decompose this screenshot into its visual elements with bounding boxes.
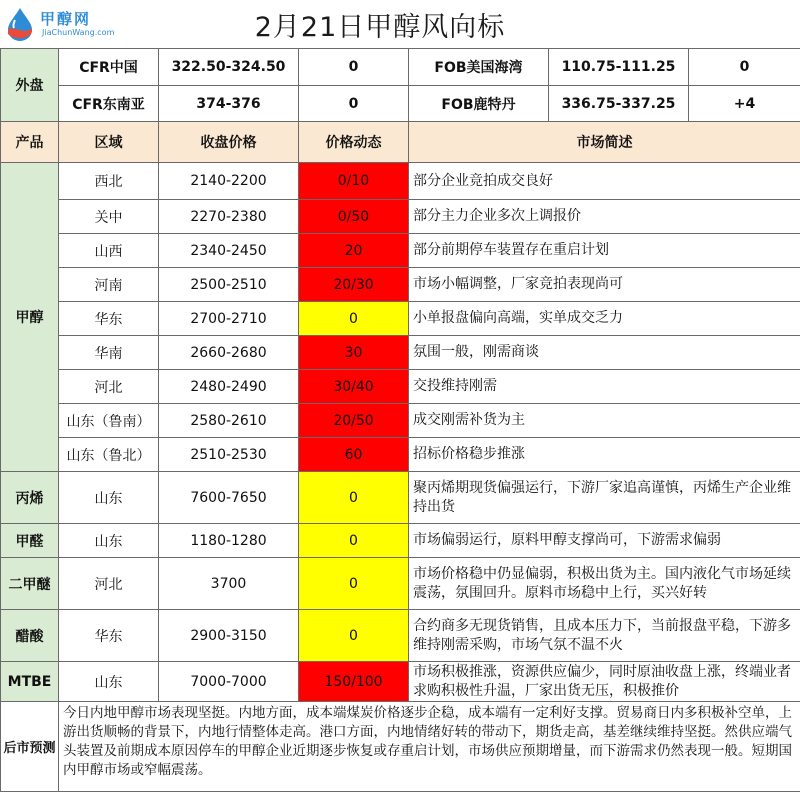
- product-row: [1, 472, 800, 524]
- external-row: [1, 86, 800, 122]
- product-name-dme: 二甲醚: [1, 558, 59, 610]
- column-header-region: 区域: [59, 122, 159, 163]
- close-price-cell: 1180-1280: [159, 524, 299, 558]
- region-cell: 山东: [59, 524, 159, 558]
- external-market-name: CFR中国: [59, 49, 159, 86]
- product-row: [1, 268, 800, 302]
- market-summary-cell: 交投维持刚需: [409, 370, 800, 404]
- product-row: [1, 438, 800, 472]
- product-name-mtbe: MTBE: [1, 662, 59, 702]
- product-name-methanol: 甲醇: [1, 163, 59, 472]
- external-change: 0: [299, 49, 409, 86]
- page-title: 2月21日甲醇风向标: [254, 12, 506, 43]
- region-cell: 河北: [59, 370, 159, 404]
- product-name-propylene: 丙烯: [1, 472, 59, 524]
- product-row: [1, 234, 800, 268]
- market-summary-cell: 部分企业竞拍成交良好: [409, 163, 800, 200]
- close-price-cell: 2660-2680: [159, 336, 299, 370]
- region-cell: 华东: [59, 610, 159, 662]
- market-summary-cell: 成交刚需补货为主: [409, 404, 800, 438]
- market-summary-cell: 市场价格稳中仍显偏弱，积极出货为主。国内液化气市场延续震荡，氛围回升。原料市场稳中上行，买兴好转: [409, 558, 800, 610]
- close-price-cell: 2480-2490: [159, 370, 299, 404]
- market-summary-cell: 部分前期停车装置存在重启计划: [409, 234, 800, 268]
- product-row: [1, 163, 800, 200]
- price-move-cell: 0: [299, 524, 409, 558]
- price-move-cell: 30: [299, 336, 409, 370]
- close-price-cell: 2270-2380: [159, 200, 299, 234]
- header: [0, 0, 800, 48]
- market-summary-cell: 市场小幅调整，厂家竞拍表现尚可: [409, 268, 800, 302]
- close-price-cell: 2700-2710: [159, 302, 299, 336]
- product-name-acetic-acid: 醋酸: [1, 610, 59, 662]
- external-price: 336.75-337.25: [549, 86, 689, 122]
- price-move-cell: 0: [299, 302, 409, 336]
- product-row: [1, 558, 800, 610]
- market-summary-cell: 氛围一般，刚需商谈: [409, 336, 800, 370]
- close-price-cell: 2340-2450: [159, 234, 299, 268]
- market-table: [0, 48, 800, 792]
- external-market-name: FOB鹿特丹: [409, 86, 549, 122]
- product-row: [1, 404, 800, 438]
- market-summary-cell: 市场偏弱运行，原料甲醇支撑尚可，下游需求偏弱: [409, 524, 800, 558]
- market-summary-cell: 部分主力企业多次上调报价: [409, 200, 800, 234]
- column-header-product: 产品: [1, 122, 59, 163]
- region-cell: 河北: [59, 558, 159, 610]
- site-logo[interactable]: [2, 6, 120, 42]
- external-price: 322.50-324.50: [159, 49, 299, 86]
- price-move-cell: 30/40: [299, 370, 409, 404]
- close-price-cell: 2510-2530: [159, 438, 299, 472]
- close-price-cell: 2580-2610: [159, 404, 299, 438]
- product-name-formaldehyde: 甲醛: [1, 524, 59, 558]
- region-cell: 华南: [59, 336, 159, 370]
- external-price: 374-376: [159, 86, 299, 122]
- external-change: 0: [299, 86, 409, 122]
- region-cell: 山西: [59, 234, 159, 268]
- logo-chinese-text: 甲醇网: [40, 10, 92, 28]
- external-row: [1, 49, 800, 86]
- region-cell: 关中: [59, 200, 159, 234]
- price-move-cell: 150/100: [299, 662, 409, 702]
- close-price-cell: 7000-7000: [159, 662, 299, 702]
- region-cell: 山东（鲁北）: [59, 438, 159, 472]
- forecast-label: 后市预测: [1, 702, 59, 792]
- forecast-text: 今日内地甲醇市场表现坚挺。内地方面，成本端煤炭价格逐步企稳，成本端有一定利好支撑。贸易商日内多积极补空单，上游出货顺畅的背景下，内地行情整体走高。港口方面，内地情绪好转的带动下，期货走高，基差继续维持坚挺。然供应端气头装置及前期成本原因停车的甲醇企业近期逐步恢复或存重启计划，市场供应预期增量，而下游需求仍然表现一般。短期国内甲醇市场或窄幅震荡。: [59, 702, 800, 792]
- product-row: [1, 662, 800, 702]
- region-cell: 山东（鲁南）: [59, 404, 159, 438]
- market-summary-cell: 小单报盘偏向高端，实单成交乏力: [409, 302, 800, 336]
- external-label: 外盘: [1, 49, 59, 122]
- price-move-cell: 0: [299, 472, 409, 524]
- droplet-logo-icon: [2, 6, 38, 42]
- column-header-row: [1, 122, 800, 163]
- close-price-cell: 3700: [159, 558, 299, 610]
- forecast-row: [1, 702, 800, 792]
- market-summary-cell: 招标价格稳步推涨: [409, 438, 800, 472]
- close-price-cell: 2140-2200: [159, 163, 299, 200]
- region-cell: 西北: [59, 163, 159, 200]
- product-row: [1, 200, 800, 234]
- external-price: 110.75-111.25: [549, 49, 689, 86]
- close-price-cell: 2500-2510: [159, 268, 299, 302]
- external-market-name: FOB美国海湾: [409, 49, 549, 86]
- region-cell: 山东: [59, 472, 159, 524]
- price-move-cell: 0/10: [299, 163, 409, 200]
- market-summary-cell: 合约商多无现货销售，且成本压力下，当前报盘平稳，下游多维持刚需采购，市场气氛不温不火: [409, 610, 800, 662]
- price-move-cell: 0: [299, 558, 409, 610]
- price-move-cell: 0/50: [299, 200, 409, 234]
- product-row: [1, 370, 800, 404]
- region-cell: 华东: [59, 302, 159, 336]
- price-move-cell: 20/50: [299, 404, 409, 438]
- price-move-cell: 0: [299, 610, 409, 662]
- price-move-cell: 60: [299, 438, 409, 472]
- product-row: [1, 524, 800, 558]
- price-move-cell: 20/30: [299, 268, 409, 302]
- column-header-summary: 市场简述: [409, 122, 800, 163]
- price-move-cell: 20: [299, 234, 409, 268]
- product-row: [1, 610, 800, 662]
- market-summary-cell: 市场积极推涨，资源供应偏少，同时原油收盘上涨，终端业者求购积极性升温，厂家出货无压，积极推价: [409, 662, 800, 702]
- external-market-name: CFR东南亚: [59, 86, 159, 122]
- close-price-cell: 2900-3150: [159, 610, 299, 662]
- product-row: [1, 302, 800, 336]
- logo-english-text: JiaChunWang.com: [42, 28, 115, 37]
- close-price-cell: 7600-7650: [159, 472, 299, 524]
- region-cell: 山东: [59, 662, 159, 702]
- external-change: 0: [689, 49, 800, 86]
- region-cell: 河南: [59, 268, 159, 302]
- column-header-price-move: 价格动态: [299, 122, 409, 163]
- column-header-close-price: 收盘价格: [159, 122, 299, 163]
- external-change: +4: [689, 86, 800, 122]
- product-row: [1, 336, 800, 370]
- market-summary-cell: 聚丙烯期现货偏强运行，下游厂家追高谨慎，丙烯生产企业维持出货: [409, 472, 800, 524]
